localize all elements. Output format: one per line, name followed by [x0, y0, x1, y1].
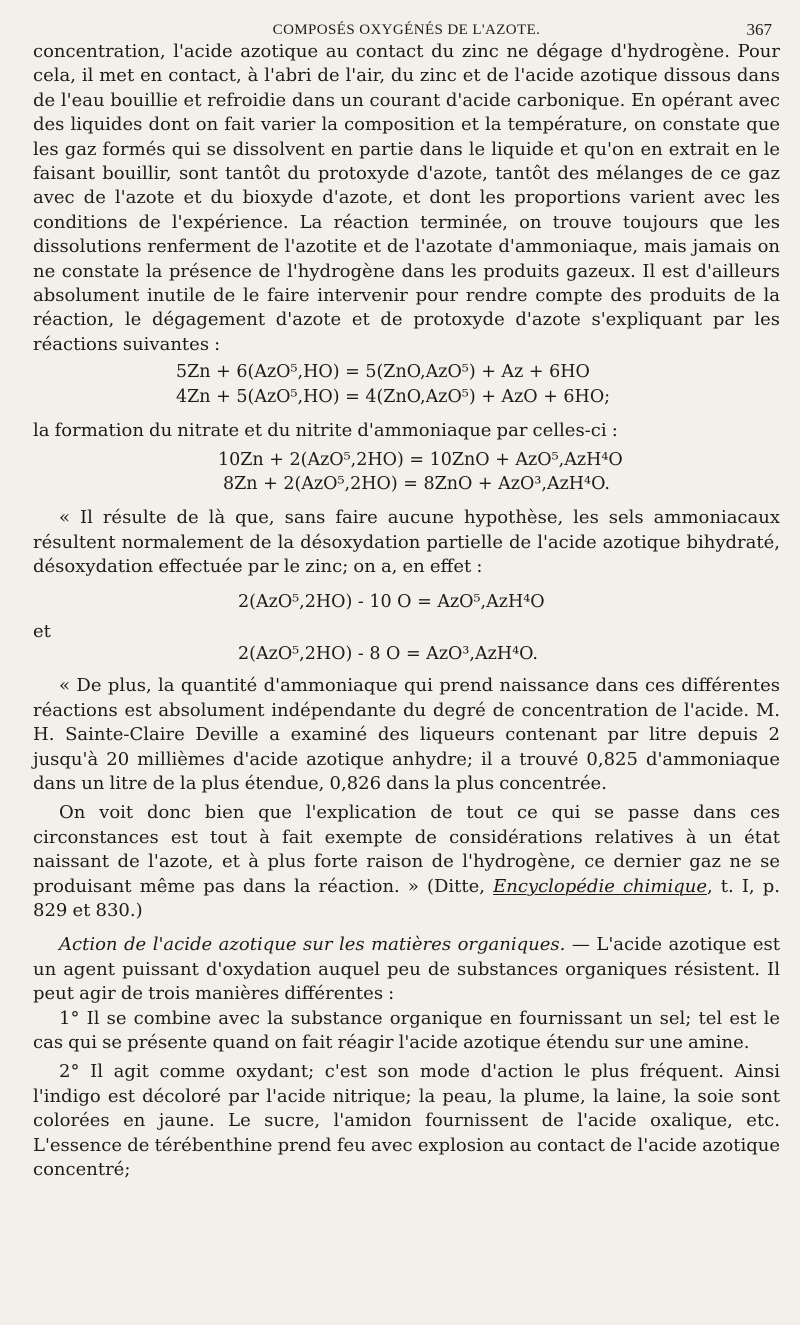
conjunction-et: et: [33, 620, 51, 642]
equation-2: 4Zn + 5(AzO⁵,HO) = 4(ZnO,AzO⁵) + AzO + 6HO;: [176, 386, 611, 407]
equation-3: 10Zn + 2(AzO⁵,2HO) = 10ZnO + AzO⁵,AzH⁴O: [218, 449, 623, 470]
conclusion-text: On voit donc bien que l'explication de tout ce qui se passe dans ces circonstances est tout à fait exempte de considérations relatives à un état naissant de l'azote, et à plus forte raison de l'hydrogène, ce dernier gaz ne se produisant même pas dans la réaction. » (Ditte,: [33, 802, 780, 897]
organic-matter-text: — L'acide azotique est un agent puissant d'oxydation auquel peu de substances organiques résistent. Il peut agir de trois manières différentes :: [33, 934, 780, 1005]
section-heading: Action de l'acide azotique sur les matières organiques.: [59, 934, 566, 956]
running-header: [33, 10, 780, 40]
running-title: COMPOSÉS OXYGÉNÉS DE L'AZOTE.: [272, 22, 541, 38]
paragraph-deoxidation: « Il résulte de là que, sans faire aucune hypothèse, les sels ammoniacaux résultent normalement de la désoxydation partielle de l'acide azotique bihydraté, désoxydation effectuée par le zinc; on a, en effet :: [33, 507, 780, 578]
paragraph-organic-matter: [33, 933, 780, 1006]
paragraph-point-2: 2° Il agit comme oxydant; c'est son mode d'action le plus fréquent. Ainsi l'indigo est décoloré par l'acide nitrique; la peau, la plume, la laine, la soie sont colorées en jaune. Le sucre, l'amidon fournissent de l'acide oxalique, etc. L'essence de térébenthine prend feu avec explosion au contact de l'acide azotique concentré;: [33, 1061, 780, 1181]
equation-1: 5Zn + 6(AzO⁵,HO) = 5(ZnO,AzO⁵) + Az + 6HO: [176, 362, 590, 383]
paragraph-point-1: 1° Il se combine avec la substance organique en fournissant un sel; tel est le cas qui se présente quand on fait réagir l'acide azotique étendu sur une amine.: [33, 1007, 780, 1054]
paragraph-conclusion: [33, 801, 780, 923]
paragraph-zinc-experiment: concentration, l'acide azotique au contact du zinc ne dégage d'hydrogène. Pour cela, il met en contact, à l'abri de l'air, du zinc et de l'acide azotique dissous dans de l'eau bouillie et refroidie dans un courant d'acide carbonique. En opérant avec des liquides dont on fait varier la composition et la température, on constate que les gaz formés qui se dissolvent en partie dans le liquide et qu'on en extrait en le faisant bouillir, sont tantôt du protoxyde d'azote, tantôt des mélanges de ce gaz avec de l'azote et du bioxyde d'azote, et dont les proportions varient avec les conditions de l'expérience. La réaction terminée, on trouve toujours que les dissolutions renferment de l'azotite et de l'azotate d'ammoniaque, mais jamais on ne constate la présence de l'hydrogène dans les produits gazeux. Il est d'ailleurs absolument inutile de le faire intervenir pour rendre compte des produits de la réaction, le dégagement d'azote et de protoxyde d'azote s'expliquant par les réactions suivantes :: [33, 41, 780, 355]
equation-5: 2(AzO⁵,2HO) - 10 O = AzO⁵,AzH⁴O: [238, 591, 545, 612]
paragraph-ammonia-quantity: « De plus, la quantité d'ammoniaque qui prend naissance dans ces différentes réactions est absolument indépendante du degré de concentration de l'acide. M. H. Sainte-Claire Deville a examiné des liqueurs contenant par litre depuis 2 jusqu'à 20 millièmes d'acide azotique anhydre; il a trouvé 0,825 d'ammoniaque dans un litre de la plus étendue, 0,826 dans la plus concentrée.: [33, 675, 780, 794]
equation-4: 8Zn + 2(AzO⁵,2HO) = 8ZnO + AzO³,AzH⁴O.: [223, 473, 610, 494]
paragraph-nitrate-formation: la formation du nitrate et du nitrite d'ammoniaque par celles-ci :: [33, 420, 618, 442]
equation-6: 2(AzO⁵,2HO) - 8 O = AzO³,AzH⁴O.: [238, 643, 538, 664]
page-number: 367: [746, 20, 772, 39]
citation-title: Encyclopédie chimique: [493, 875, 707, 897]
citation-reference: , t. I, p. 829 et 830.): [33, 875, 780, 921]
